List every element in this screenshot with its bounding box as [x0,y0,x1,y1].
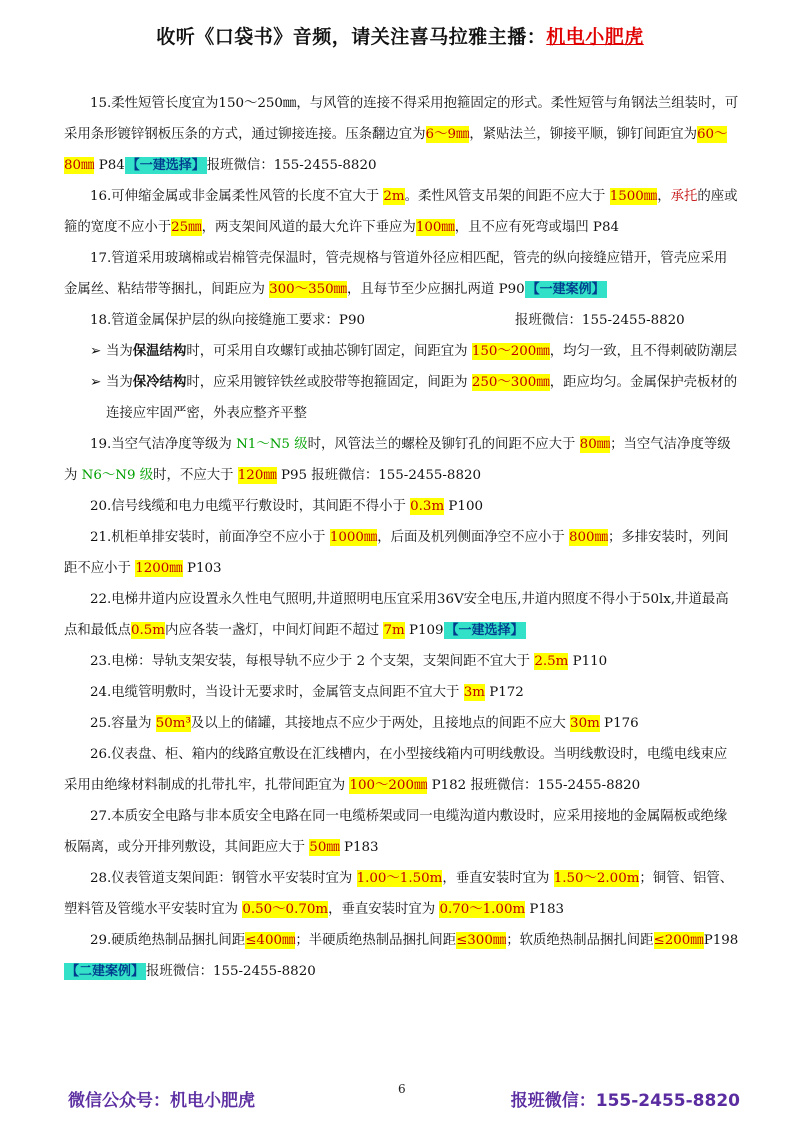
text-run: ，紧贴法兰，铆接平顺，铆钉间距宜为 [469,127,698,142]
text-run: ，且不应有死弯或塌凹 P84 [454,220,619,235]
highlight: 1.00～1.50m [356,871,443,886]
page-header [0,22,800,49]
page-footer [68,1082,740,1116]
item-19 [64,429,740,491]
text-run: 27.本质安全电路与非本质安全电路在同一电缆桥架或同一电缆沟道内敷设时，应采用接地的金属隔板或绝缘板隔离，或分开排列敷设，其间距应大于 [64,809,728,855]
text-run: 16.可伸缩金属或非金属柔性风管的长度不宜大于 [90,189,384,204]
text-run: ，后面及机列侧面净空不应小于 [377,530,570,545]
page-number: 6 [398,1082,406,1096]
text-run: 保温结构 [132,343,187,359]
highlight: 50㎜ [309,840,340,855]
highlight: 60～80㎜ [64,127,728,173]
item-18-bullet-2 [64,367,740,429]
text-run: ；当空气洁净度等级为 [64,437,731,483]
text-run: P172 [484,685,524,700]
text-run: 29.硬质绝热制品捆扎间距 [90,933,246,948]
highlight: 3m [463,685,485,700]
exam-tag: 【一建案例】 [526,282,605,297]
text-run: 时，可采用自攻螺钉或抽芯铆钉固定，间距宜为 [186,344,472,359]
item-18 [64,305,740,336]
text-run: 19.当空气洁净度等级为 [90,437,237,452]
text-run: N6～N9 级 [81,468,154,483]
text-run: 22.电梯井道内应设置永久性电气照明,井道照明电压宜采用36V安全电压,井道内照度不得小于50lx,井道最高点和最低点 [64,592,729,638]
highlight: 1200㎜ [135,561,183,576]
highlight: 1.50～2.00m [553,871,640,886]
text-run: ；软质绝热制品捆扎间距 [506,933,654,948]
footer-wechat-account: 微信公众号：机电小肥虎 [68,1091,255,1111]
highlight: 0.5m [130,623,165,638]
text-run: P110 [568,654,608,669]
text-run: 当为 [106,344,133,359]
text-run: ；铜管、铝管、塑料管及管缆水平安装时宜为 [64,871,734,917]
text-run: P183 [339,840,379,855]
text-run: P182 报班微信：155-2455-8820 [427,778,641,793]
item-26 [64,739,740,801]
highlight: 30m [570,716,600,731]
exam-tag: 【一建选择】 [445,623,524,638]
text-run: ；多排安装时，列间距不应小于 [64,530,729,576]
text-run: 25.容量为 [90,716,156,731]
text-run: 当为 [106,375,133,390]
text-run: 18.管道金属保护层的纵向接缝施工要求：P90 [90,313,365,328]
highlight: 1500㎜ [609,189,658,204]
item-23 [64,646,740,677]
header-prefix: 收听《口袋书》音频，请关注喜马拉雅主播： [156,26,547,48]
item-27 [64,801,740,863]
text-run: 及以上的储罐，其接地点不应少于两处，且接地点的间距不应大 [190,716,571,731]
text-run: 23.电梯：导轨支架安装，每根导轨不应少于 2 个支架，支架间距不宜大于 [90,654,535,669]
text-run: 15.柔性短管长度宜为150～250㎜，与风管的连接不得采用抱箍固定的形式。柔性短管与角钢法兰组装时，可采用条形镀锌钢板压条的方式，通过铆接连接。压条翻边宜为 [64,96,739,142]
highlight: ≤200㎜ [653,933,704,948]
text-run: 的座或箍的宽度不应小于 [64,189,738,235]
item-25 [64,708,740,739]
highlight: ≤300㎜ [456,933,507,948]
item-22 [64,584,740,646]
text-run: ，均匀一致，且不得刺破防潮层 [549,344,738,359]
highlight: 800㎜ [569,530,608,545]
highlight: 300～350㎜ [269,282,348,297]
text-run: 24.电缆管明敷时，当设计无要求时，金属管支点间距不宜大于 [90,685,464,700]
wechat-contact: 报班微信：155-2455-8820 [514,313,685,328]
highlight: ≤400㎜ [245,933,296,948]
text-run: 21.机柜单排安装时，前面净空不应小于 [90,530,330,545]
highlight: 1000㎜ [329,530,378,545]
highlight: 100㎜ [415,220,455,235]
item-16 [64,181,740,243]
text-run: P109 [404,623,444,638]
highlight: 120㎜ [237,468,277,483]
text-run: ，垂直安装时宜为 [328,902,440,917]
text-run: P198 [703,933,739,948]
highlight: 2.5m [534,654,569,669]
text-run: 报班微信：155-2455-8820 [146,964,316,979]
arrow-bullet-icon: ➢ [90,344,102,359]
highlight: 50m³ [155,716,191,731]
document-body [64,88,740,987]
text-run: 。柔性风管支吊架的间距不应大于 [404,189,610,204]
highlight: 150～200㎜ [471,344,550,359]
highlight: 100～200㎜ [349,778,428,793]
text-run: P183 [525,902,564,917]
highlight: 0.50～0.70m [242,902,329,917]
text-run: 28.仪表管道支架间距：钢管水平安装时宜为 [90,871,357,886]
text-run: 内应各装一盏灯，中间灯间距不超过 [164,623,384,638]
arrow-bullet-icon: ➢ [90,375,102,390]
item-18-bullet-1 [64,336,740,367]
text-run: ，且每节至少应捆扎两道 P90 [347,282,525,297]
text-run: 承托 [670,189,698,204]
text-run: ；半硬质绝热制品捆扎间距 [295,933,457,948]
text-run: 时，风管法兰的螺栓及铆钉孔的间距不应大于 [307,437,580,452]
highlight: 250～300㎜ [471,375,550,390]
highlight: 25㎜ [171,220,202,235]
footer-enroll-wechat: 报班微信：155-2455-8820 [510,1091,740,1111]
text-run: 时，不应大于 [153,468,238,483]
text-run: 报班微信：155-2455-8820 [206,158,377,173]
item-17 [64,243,740,305]
text-run: ，两支架间风道的最大允许下垂应为 [201,220,416,235]
text-run: 时，应采用镀锌铁丝或胶带等抱箍固定，间距为 [186,375,472,390]
header-anchor-name: 机电小肥虎 [546,26,644,48]
text-run: P176 [599,716,639,731]
text-run: ， [657,189,671,204]
text-run: P84 [94,158,125,173]
highlight: 6～9㎜ [425,127,470,142]
text-run: N1～N5 级 [236,437,308,452]
item-15 [64,88,740,181]
text-run: P100 [444,499,483,514]
text-run: 26.仪表盘、柜、箱内的线路宜敷设在汇线槽内，在小型接线箱内可明线敷设。当明线敷设时，电缆电线束应采用由绝缘材料制成的扎带扎牢，扎带间距宜为 [64,747,728,793]
item-20 [64,491,740,522]
text-run: 17.管道采用玻璃棉或岩棉管壳保温时，管壳规格与管道外径应相匹配，管壳的纵向接缝应错开，管壳应采用金属丝、粘结带等捆扎，间距应为 [64,251,728,297]
highlight: 80㎜ [579,437,611,452]
item-21 [64,522,740,584]
exam-tag: 【一建选择】 [126,158,205,173]
text-run: P103 [182,561,222,576]
highlight: 0.70～1.00m [439,902,526,917]
highlight: 0.3m [410,499,445,514]
text-run: 保冷结构 [132,374,187,390]
text-run: P95 报班微信：155-2455-8820 [276,468,482,483]
text-run: ，距应均匀。金属保护壳板材的连接应牢固严密，外表应整齐平整 [106,375,738,421]
highlight: 7m [383,623,405,638]
text-run: 20.信号线缆和电力电缆平行敷设时，其间距不得小于 [90,499,411,514]
text-run: ，垂直安装时宜为 [442,871,554,886]
exam-tag: 【二建案例】 [66,964,145,979]
item-24 [64,677,740,708]
highlight: 2m [383,189,405,204]
item-28 [64,863,740,925]
item-29 [64,925,740,987]
